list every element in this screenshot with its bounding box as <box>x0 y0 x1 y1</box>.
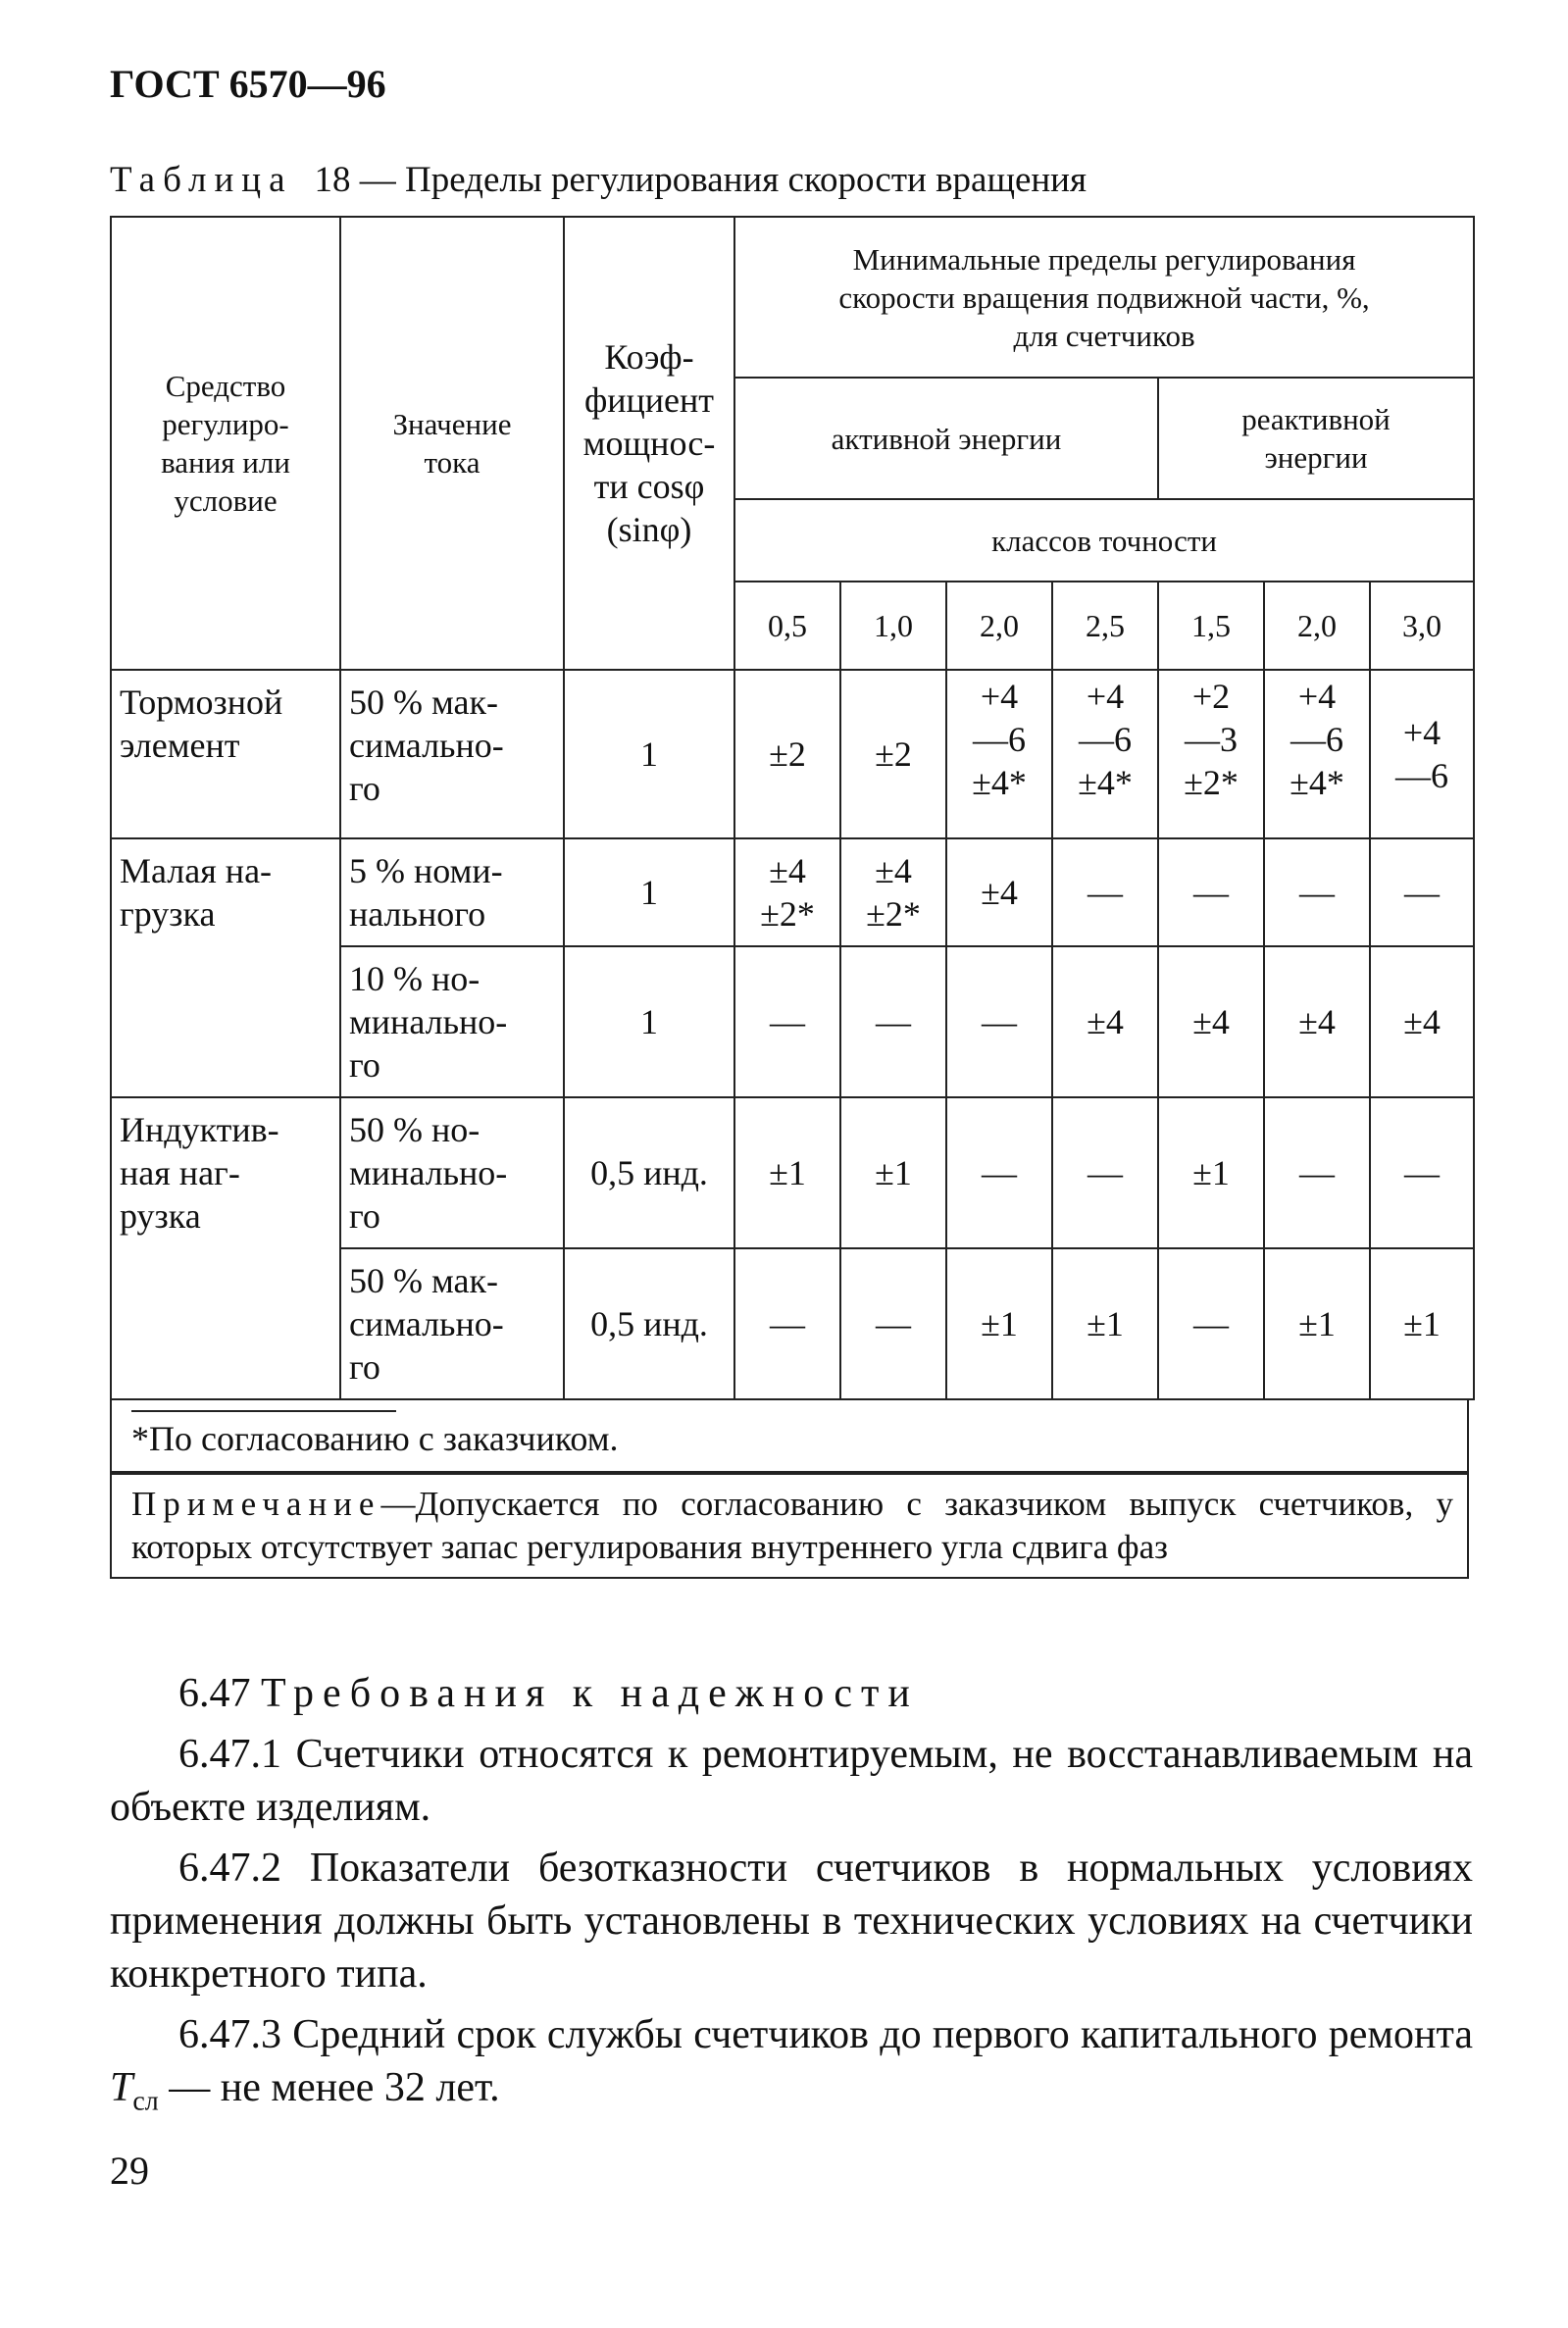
cell-line: — <box>1404 873 1441 912</box>
cell-value <box>1052 670 1158 838</box>
cell-line: нального <box>349 894 486 934</box>
cell-value <box>734 946 840 1097</box>
cell-value <box>734 1097 840 1248</box>
head-means <box>111 217 340 670</box>
footnote-rule <box>131 1410 396 1412</box>
cell-factor: 1 <box>564 946 734 1097</box>
head-group-title <box>734 217 1474 378</box>
note-label: Примечание <box>131 1485 381 1523</box>
head-factor <box>564 217 734 670</box>
cell-value <box>840 946 946 1097</box>
cell-line: — <box>1087 873 1123 912</box>
body-text <box>110 1667 1473 2128</box>
cell-value <box>946 1097 1052 1248</box>
table-caption-label: Таблица <box>110 160 293 200</box>
cell-value <box>734 670 840 838</box>
cell-line: реактивной <box>1241 402 1391 436</box>
cell-line: симально- <box>349 1304 504 1343</box>
cell-line: ±4 <box>769 851 806 890</box>
cell-line: —6 <box>1290 720 1343 759</box>
cell-value <box>1264 1097 1370 1248</box>
table-head-row-1 <box>111 217 1474 378</box>
cell-value <box>1264 670 1370 838</box>
section-number: 6.47 <box>178 1671 251 1716</box>
cell-line: ±1 <box>1403 1304 1441 1343</box>
cell-line: ±4 <box>1298 1002 1336 1041</box>
paragraph-6-47-3 <box>110 2008 1473 2128</box>
cell-line: — <box>1087 1153 1123 1192</box>
cell-current <box>340 838 564 946</box>
cell-line: Коэф- <box>604 337 694 377</box>
cell-value <box>734 1248 840 1399</box>
cell-value <box>734 838 840 946</box>
cell-factor: 0,5 инд. <box>564 1097 734 1248</box>
cell-value <box>946 1248 1052 1399</box>
cell-factor: 1 <box>564 838 734 946</box>
cell-value <box>1264 838 1370 946</box>
cell-value <box>946 670 1052 838</box>
head-class-6: 3,0 <box>1370 582 1474 670</box>
cell-line: ная наг- <box>120 1153 240 1192</box>
table-caption <box>110 159 1087 201</box>
cell-line: ±2* <box>1184 763 1239 802</box>
cell-line: го <box>349 1196 380 1236</box>
cell-line: — <box>982 1153 1017 1192</box>
cell-value <box>1158 1097 1264 1248</box>
head-class-5: 2,0 <box>1264 582 1370 670</box>
cell-line: —6 <box>1395 756 1449 795</box>
cell-line: +4 <box>1402 713 1442 752</box>
paragraph-6-47-1: 6.47.1 Счетчики относятся к ремонтируемым, не восстанавливаемым на объекте изделиям. <box>110 1732 1473 1830</box>
cell-value <box>1052 838 1158 946</box>
cell-line: грузка <box>120 894 216 934</box>
cell-line: симально- <box>349 726 504 765</box>
cell-value <box>946 838 1052 946</box>
cell-line: для счетчиков <box>1013 318 1195 353</box>
head-current <box>340 217 564 670</box>
cell-line: ±2 <box>875 734 912 774</box>
paragraph-6-47-3-start: 6.47.3 Средний срок службы счетчиков до первого капитального ремонта <box>178 2012 1473 2057</box>
cell-line: ±1 <box>1087 1304 1124 1343</box>
cell-line: — <box>1404 1153 1441 1192</box>
cell-value <box>840 1248 946 1399</box>
cell-line: —6 <box>973 720 1026 759</box>
cell-line: Средство <box>165 369 286 403</box>
cell-line: 50 % мак- <box>349 683 498 722</box>
cell-line: 10 % но- <box>349 959 481 998</box>
cell-means <box>111 670 340 838</box>
cell-line: ±4 <box>1087 1002 1124 1041</box>
cell-current <box>340 1097 564 1248</box>
paragraph-6-47-3-end: — не менее 32 лет. <box>158 2065 500 2110</box>
cell-line: ±2* <box>866 894 921 934</box>
cell-line: го <box>349 1045 380 1085</box>
cell-line: —3 <box>1185 720 1238 759</box>
regulation-limits-table <box>110 216 1475 1400</box>
cell-line: ±1 <box>875 1153 912 1192</box>
cell-line: го <box>349 1347 380 1387</box>
cell-line: — <box>982 1002 1017 1041</box>
cell-line: го <box>349 769 380 808</box>
footnote-text: *По согласованию с заказчиком. <box>131 1419 619 1458</box>
head-reactive <box>1158 378 1474 499</box>
cell-line: скорости вращения подвижной части, %, <box>838 279 1370 315</box>
cell-line: минально- <box>349 1002 508 1041</box>
cell-current <box>340 670 564 838</box>
cell-line: Индуктив- <box>120 1110 279 1149</box>
cell-value <box>1370 946 1474 1097</box>
cell-line: 50 % мак- <box>349 1261 498 1300</box>
cell-value <box>1052 1097 1158 1248</box>
table-caption-text: 18 — Пределы регулирования скорости вращения <box>314 160 1087 200</box>
head-class-1: 1,0 <box>840 582 946 670</box>
cell-line: ±4 <box>1192 1002 1230 1041</box>
cell-value <box>840 670 946 838</box>
page-number: 29 <box>110 2149 149 2193</box>
table-row <box>111 1097 1474 1248</box>
table-row <box>111 670 1474 838</box>
cell-line: ±1 <box>769 1153 806 1192</box>
head-class-3: 2,5 <box>1052 582 1158 670</box>
cell-line: тока <box>424 445 481 480</box>
cell-value <box>840 1097 946 1248</box>
cell-line: —6 <box>1079 720 1132 759</box>
cell-line: ти cosφ <box>593 467 705 506</box>
cell-line: элемент <box>120 726 240 765</box>
note-text: —Допускается по согласованию с заказчиком выпуск счетчиков, у которых отсутствует запас регулирования внутреннего угла сдвига фаз <box>131 1485 1453 1566</box>
service-life-subscript: сл <box>132 2086 159 2117</box>
cell-line: ±4* <box>1078 763 1133 802</box>
cell-line: +2 <box>1191 677 1231 716</box>
cell-means <box>111 838 340 1097</box>
cell-line: — <box>876 1304 911 1343</box>
cell-line: Минимальные пределы регулирования <box>852 241 1356 277</box>
document-code: ГОСТ 6570—96 <box>110 62 386 106</box>
cell-value <box>1370 1248 1474 1399</box>
service-life-symbol: T <box>110 2065 133 2110</box>
cell-value <box>1264 1248 1370 1399</box>
head-active: активной энергии <box>734 378 1158 499</box>
cell-line: ±1 <box>981 1304 1018 1343</box>
cell-value <box>1370 1097 1474 1248</box>
section-heading <box>110 1667 1473 1720</box>
table-note <box>110 1473 1469 1579</box>
table-footnote <box>110 1400 1469 1473</box>
cell-line: — <box>1193 1304 1229 1343</box>
cell-value <box>1264 946 1370 1097</box>
cell-value <box>1052 946 1158 1097</box>
cell-line: ±1 <box>1192 1153 1230 1192</box>
cell-line: +4 <box>1297 677 1337 716</box>
cell-line: Тормозной <box>120 683 283 722</box>
cell-value <box>1158 838 1264 946</box>
cell-line: ±4 <box>981 873 1018 912</box>
cell-line: — <box>876 1002 911 1041</box>
cell-means <box>111 1097 340 1399</box>
cell-line: энергии <box>1264 440 1368 475</box>
cell-line: 50 % но- <box>349 1110 481 1149</box>
cell-line: — <box>770 1002 805 1041</box>
cell-line: минально- <box>349 1153 508 1192</box>
table-row <box>111 838 1474 946</box>
head-class-4: 1,5 <box>1158 582 1264 670</box>
cell-value <box>1158 670 1264 838</box>
cell-value <box>1370 838 1474 946</box>
cell-line: — <box>1193 873 1229 912</box>
cell-line: Малая на- <box>120 851 273 890</box>
cell-value <box>1052 1248 1158 1399</box>
cell-line: рузка <box>120 1196 201 1236</box>
cell-current <box>340 946 564 1097</box>
cell-factor: 0,5 инд. <box>564 1248 734 1399</box>
cell-line: условие <box>174 483 278 518</box>
head-class-0: 0,5 <box>734 582 840 670</box>
cell-line: Значение <box>392 407 512 441</box>
cell-line: ±4 <box>1403 1002 1441 1041</box>
cell-line: фициент <box>583 380 715 420</box>
paragraph-6-47-2: 6.47.2 Показатели безотказности счетчиков в нормальных условиях применения должны быть установлены в технических условиях на счетчики конкретного типа. <box>110 1846 1473 1997</box>
cell-line: — <box>1299 1153 1335 1192</box>
cell-line: — <box>770 1304 805 1343</box>
cell-value <box>946 946 1052 1097</box>
head-classes-title: классов точности <box>734 499 1474 582</box>
cell-value <box>840 838 946 946</box>
cell-line: вания или <box>161 445 290 480</box>
cell-value <box>1158 1248 1264 1399</box>
cell-value <box>1158 946 1264 1097</box>
cell-line: регулиро- <box>162 407 289 441</box>
cell-current <box>340 1248 564 1399</box>
cell-value <box>1370 670 1474 838</box>
cell-line: ±2 <box>769 734 806 774</box>
table-container <box>110 216 1473 1579</box>
cell-line: ±1 <box>1298 1304 1336 1343</box>
cell-line: 5 % номи- <box>349 851 503 890</box>
cell-line: (sinφ) <box>606 510 692 549</box>
cell-line: ±4 <box>875 851 912 890</box>
cell-line: — <box>1299 873 1335 912</box>
cell-line: мощнос- <box>582 424 716 463</box>
cell-line: ±4* <box>1290 763 1344 802</box>
cell-line: ±2* <box>760 894 815 934</box>
cell-line: +4 <box>980 677 1019 716</box>
head-class-2: 2,0 <box>946 582 1052 670</box>
cell-line: +4 <box>1086 677 1125 716</box>
section-title: Требования к надежности <box>261 1671 919 1716</box>
cell-factor: 1 <box>564 670 734 838</box>
cell-line: ±4* <box>972 763 1027 802</box>
